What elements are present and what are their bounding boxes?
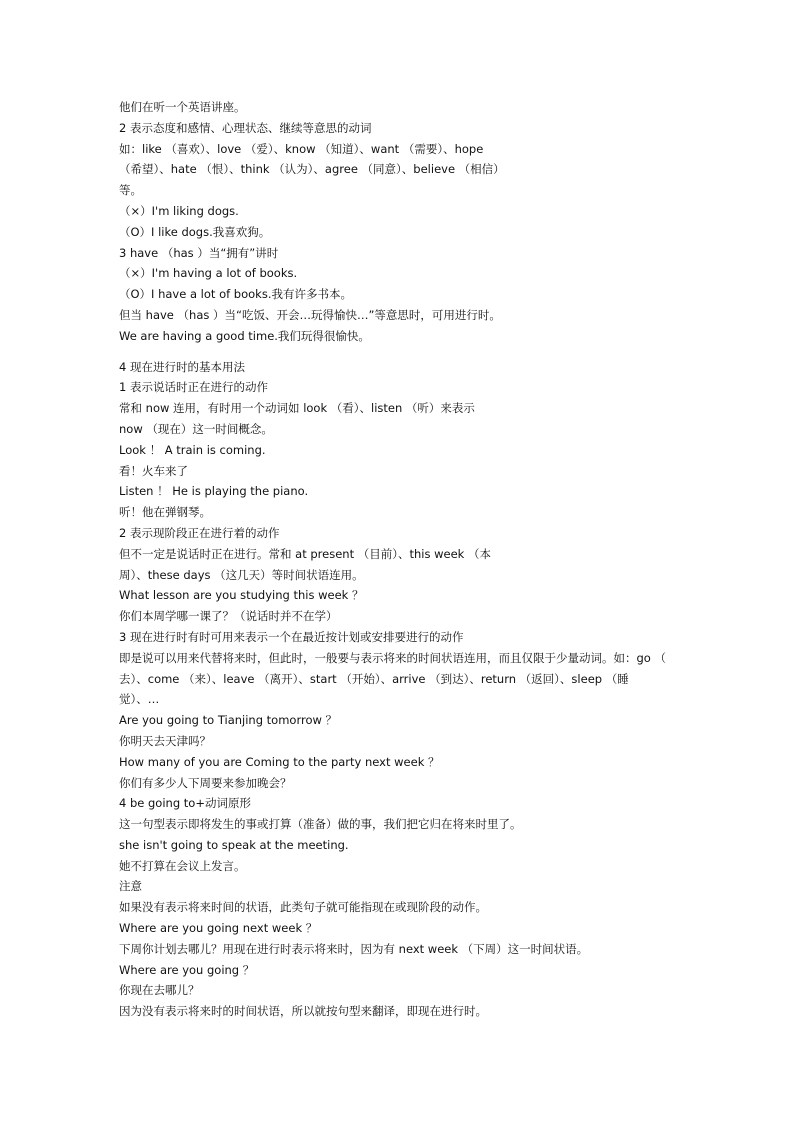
text-line: 但不一定是说话时正在进行。常和 at present （目前）、this week （本 <box>119 546 491 561</box>
text-line: 她不打算在会议上发言。 <box>119 858 246 873</box>
text-line: （O）I like dogs.我喜欢狗。 <box>119 224 271 239</box>
text-line: now （现在）这一时间概念。 <box>119 421 273 436</box>
text-line: 去）、come （来）、leave （离开）、start （开始）、arrive （到达）、return （返回）、sleep （睡 <box>119 671 629 686</box>
paragraph-gap <box>119 347 684 357</box>
section-heading: 4 现在进行时的基本用法 <box>119 359 245 374</box>
text-line: 1 表示说话时正在进行的动作 <box>119 380 268 395</box>
text-line: （希望）、hate （恨）、think （认为）、agree （同意）、believe （相信） <box>119 162 505 177</box>
text-line: 因为没有表示将来时的时间状语，所以就按句型来翻译，即现在进行时。 <box>119 1004 487 1019</box>
text-line: 即是说可以用来代替将来时，但此时，一般要与表示将来的时间状语连用，而且仅限于少量动词。如：go （ <box>119 650 666 665</box>
text-line: 你们本周学哪一课了？（说话时并不在学） <box>119 609 338 624</box>
text-line: she isn't going to speak at the meeting. <box>119 837 349 852</box>
text-line: Are you going to Tianjing tomorrow ？ <box>119 713 338 728</box>
text-line: 如果没有表示将来时间的状语，此类句子就可能指现在或现阶段的动作。 <box>119 900 487 915</box>
text-line: 但当 have （has ）当“吃饭、开会…玩得愉快…”等意思时，可用进行时。 <box>119 307 501 322</box>
text-line: Where are you going ？ <box>119 962 255 977</box>
text-line: （O）I have a lot of books.我有许多书本。 <box>119 287 352 302</box>
text-line: How many of you are Coming to the party next week ？ <box>119 754 440 769</box>
text-line: 4 be going to+动词原形 <box>119 796 251 811</box>
text-line: 周）、these days （这几天）等时间状语连用。 <box>119 567 364 582</box>
text-line: 3 have （has ）当“拥有”讲时 <box>119 245 279 260</box>
document-body <box>119 97 684 1022</box>
text-line: （×）I'm liking dogs. <box>119 203 239 218</box>
text-line: 下周你计划去哪儿？用现在进行时表示将来时，因为有 next week （下周）这一时间状语。 <box>119 941 589 956</box>
text-line: 听！他在弹钢琴。 <box>119 505 211 520</box>
text-line: 如：like （喜欢）、love （爱）、know （知道）、want （需要）、hope <box>119 141 484 156</box>
text-line: 2 表示态度和感情、心理状态、继续等意思的动词 <box>119 120 372 135</box>
text-line: 觉）、… <box>119 692 160 707</box>
text-line: Look ！ A train is coming. <box>119 442 266 457</box>
text-line: （×）I'm having a lot of books. <box>119 266 298 281</box>
note-heading: 注意 <box>119 879 142 894</box>
text-line: We are having a good time.我们玩得很愉快。 <box>119 328 370 343</box>
text-line: What lesson are you studying this week ？ <box>119 588 364 603</box>
text-line: 你现在去哪儿？ <box>119 983 200 998</box>
text-line: 你明天去天津吗？ <box>119 733 211 748</box>
text-line: 常和 now 连用，有时用一个动词如 look （看）、listen （听）来表示 <box>119 401 475 416</box>
text-line: 你们有多少人下周要来参加晚会？ <box>119 775 292 790</box>
text-line: 这一句型表示即将发生的事或打算（准备）做的事，我们把它归在将来时里了。 <box>119 817 522 832</box>
text-line: 等。 <box>119 183 142 198</box>
text-line: 3 现在进行时有时可用来表示一个在最近按计划或安排要进行的动作 <box>119 629 464 644</box>
text-line: 看！火车来了 <box>119 463 188 478</box>
text-line: 2 表示现阶段正在进行着的动作 <box>119 525 280 540</box>
text-line: 他们在听一个英语讲座。 <box>119 100 246 114</box>
text-line: Listen ！ He is playing the piano. <box>119 484 309 499</box>
text-line: Where are you going next week ？ <box>119 921 318 936</box>
